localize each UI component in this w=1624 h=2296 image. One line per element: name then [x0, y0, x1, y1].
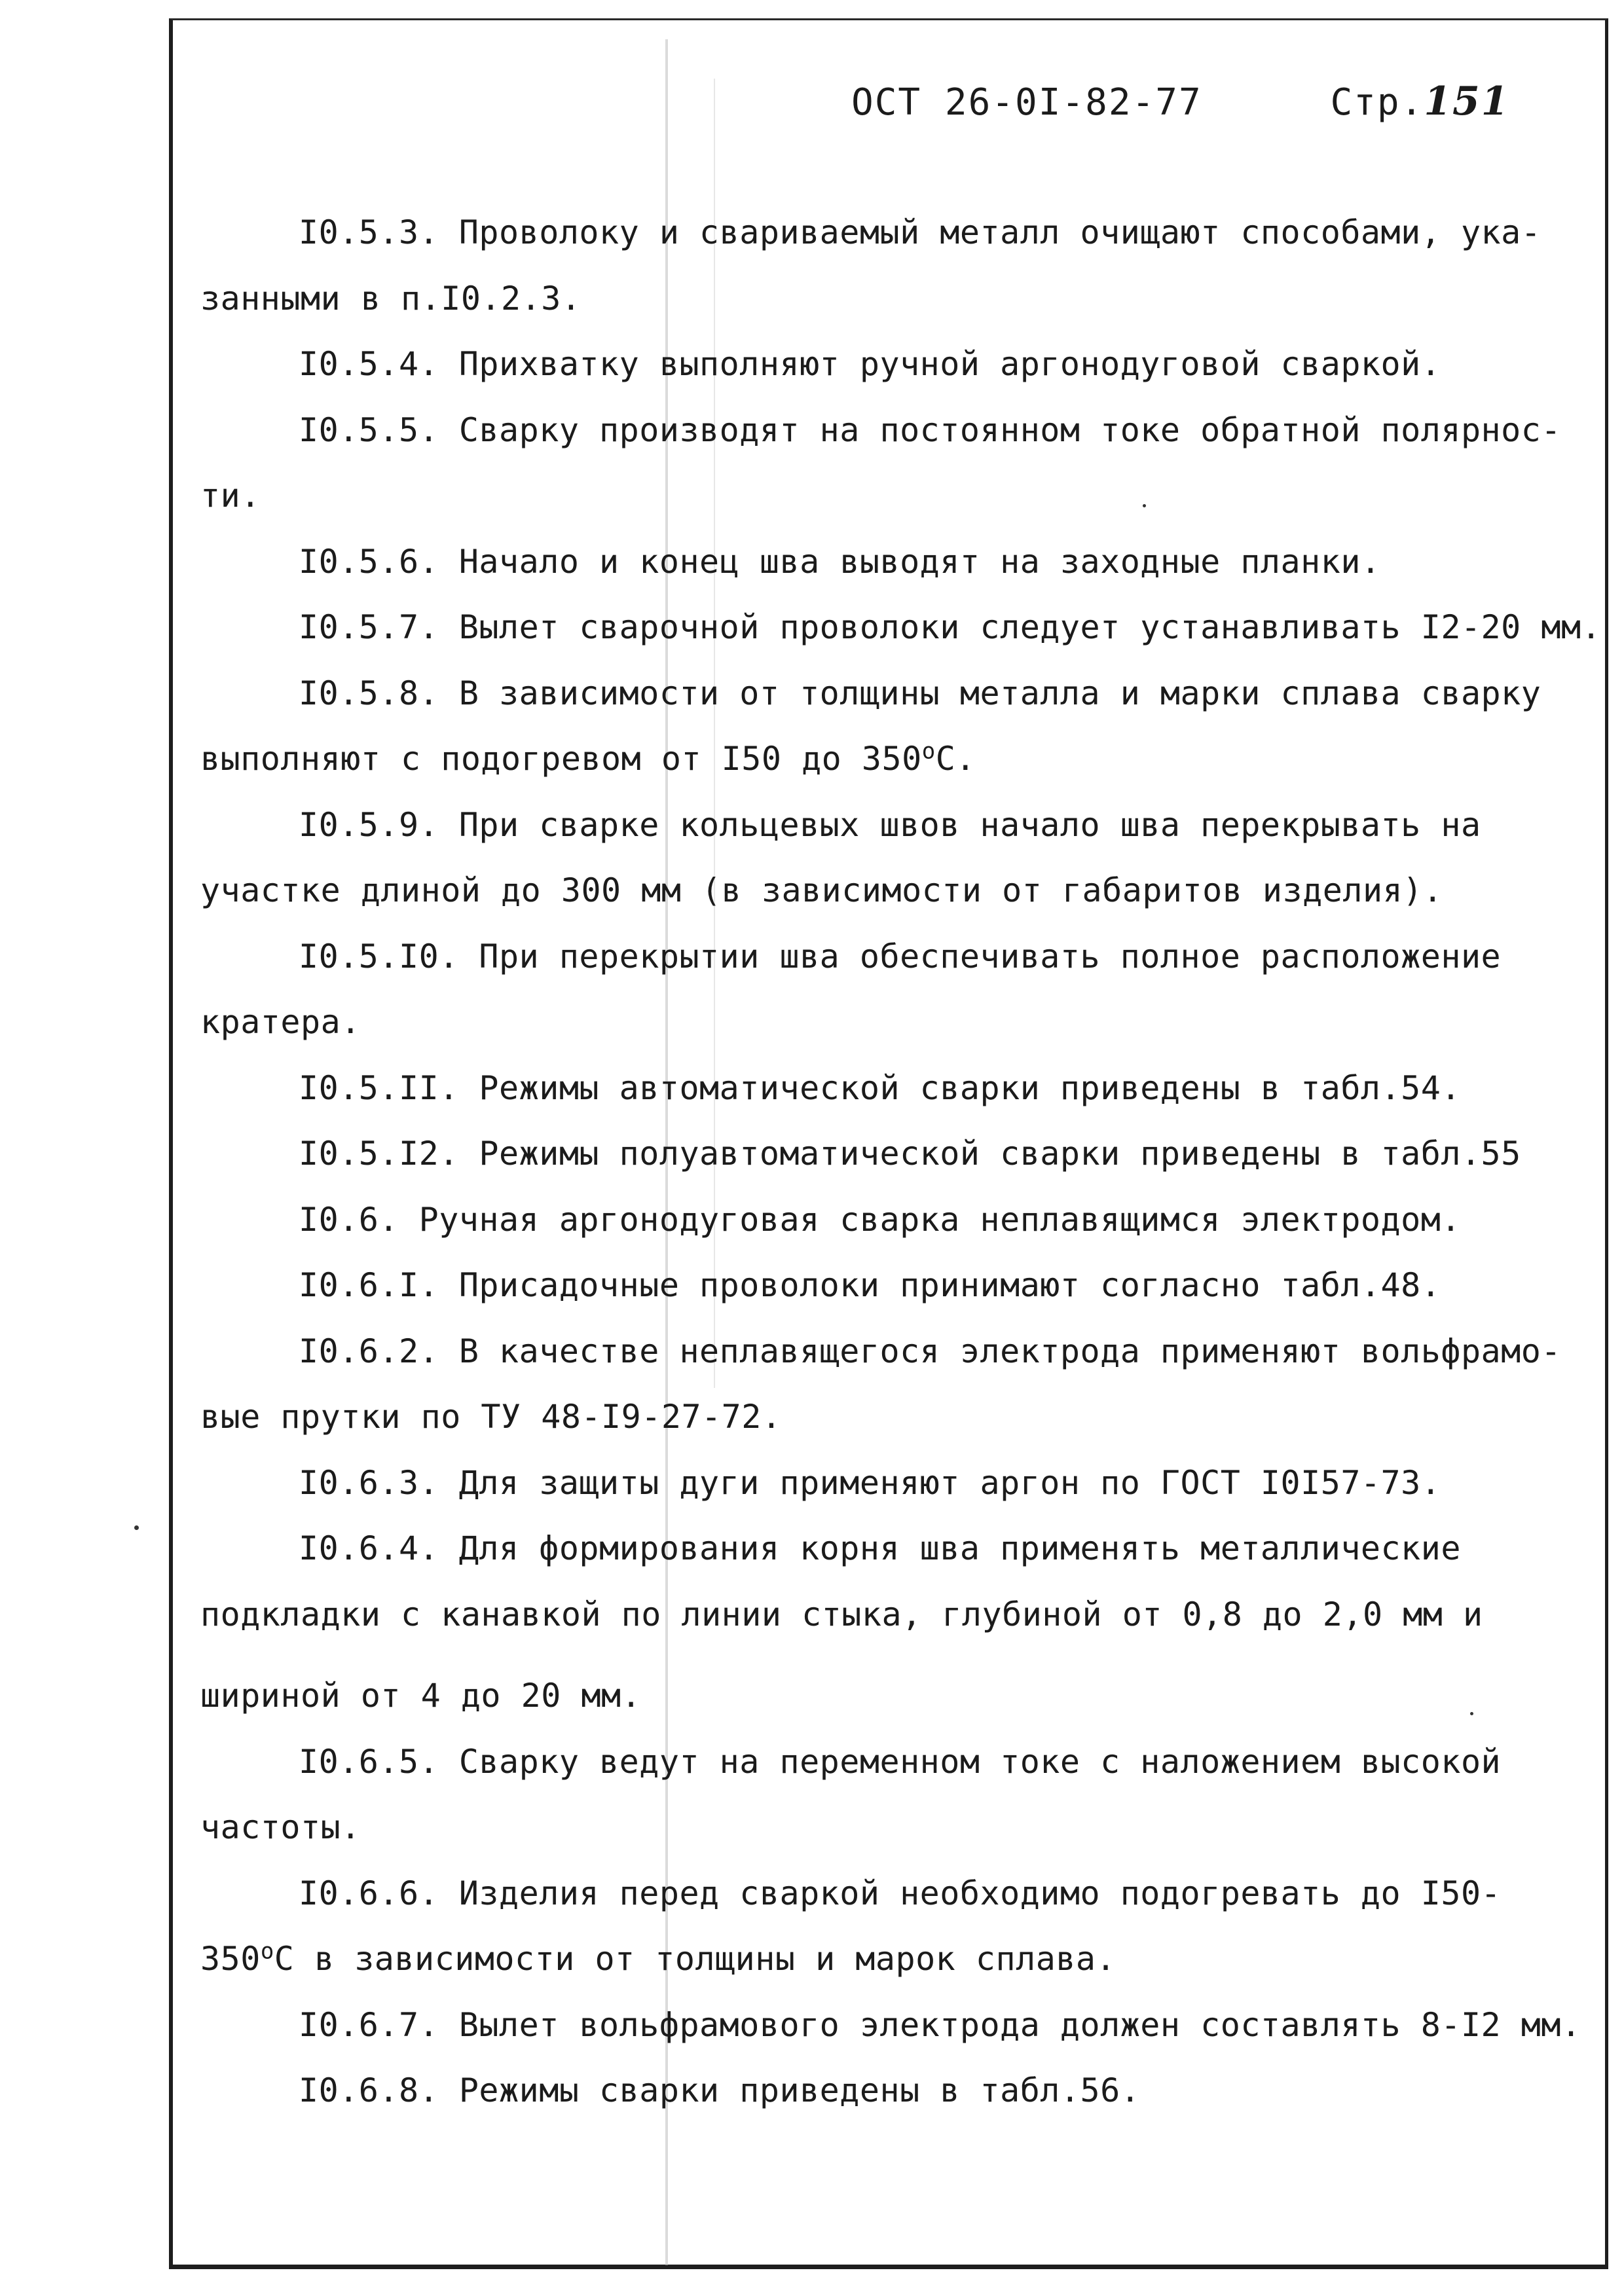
document-code: ОСТ 26-0I-82-77: [851, 81, 1202, 124]
paragraph-continuation-line: подкладки с канавкой по линии стыка, глубиной от 0,8 до 2,0 мм и: [200, 1595, 1483, 1633]
paragraph-first-line: I0.5.8. В зависимости от толщины металла и марки сплава сварку: [299, 674, 1541, 712]
paragraph-first-line: I0.5.5. Сварку производят на постоянном токе обратной полярнос-: [299, 410, 1561, 449]
paragraph-continuation-line: вые прутки по ТУ 48-I9-27-72.: [200, 1398, 782, 1436]
paragraph-first-line: I0.6. Ручная аргонодуговая сварка неплавящимся электродом.: [299, 1200, 1461, 1239]
paragraph-continuation-line: частоты.: [200, 1808, 361, 1846]
paragraph-continuation-line: кратера.: [200, 1003, 361, 1041]
scan-speck: [1143, 504, 1146, 507]
paragraph-continuation-line: участке длиной до 300 мм (в зависимости от габаритов изделия).: [200, 871, 1443, 909]
paragraph-first-line: I0.6.I. Присадочные проволоки принимают согласно табл.48.: [299, 1266, 1441, 1304]
paragraph-first-line: I0.5.II. Режимы автоматической сварки приведены в табл.54.: [299, 1068, 1461, 1107]
paragraph-first-line: I0.5.I0. При перекрытии шва обеспечивать полное расположение: [299, 937, 1502, 975]
paragraph-first-line: I0.5.9. При сварке кольцевых швов начало шва перекрывать на: [299, 805, 1481, 844]
paragraph-continuation-line: занными в п.I0.2.3.: [200, 279, 581, 318]
paragraph-continuation-line: шириной от 4 до 20 мм.: [200, 1677, 642, 1715]
paragraph-first-line: I0.5.I2. Режимы полуавтоматической сварки приведены в табл.55: [299, 1135, 1521, 1173]
scan-speck: [1470, 1712, 1473, 1715]
paragraph-first-line: I0.5.4. Прихватку выполняют ручной аргонодуговой сваркой.: [299, 345, 1441, 383]
paragraph-first-line: I0.6.7. Вылет вольфрамового электрода должен составлять 8-I2 мм.: [299, 2005, 1581, 2044]
degree-sign: о: [260, 1938, 274, 1965]
paragraph-first-line: I0.6.6. Изделия перед сваркой необходимо подогревать до I50-: [299, 1874, 1502, 1912]
paragraph-continuation-line: ти.: [200, 477, 261, 515]
page-number: 151: [1424, 79, 1510, 124]
paragraph-continuation-line: выполняют с подогревом от I50 до $350^оС$.: [200, 738, 976, 778]
page-header: [851, 79, 1510, 124]
paragraph-first-line: I0.6.4. Для формирования корня шва применять металлические: [299, 1529, 1461, 1567]
degree-sign: о: [921, 738, 936, 765]
paragraph-continuation-line: $350^оС$ в зависимости от толщины и марок сплава.: [200, 1938, 1116, 1978]
paragraph-first-line: I0.5.7. Вылет сварочной проволоки следует устанавливать I2-20 мм.: [299, 608, 1602, 646]
paragraph-first-line: I0.5.6. Начало и конец шва выводят на заходные планки.: [299, 542, 1381, 581]
paragraph-first-line: I0.5.3. Проволоку и свариваемый металл очищают способами, ука-: [299, 213, 1541, 251]
paragraph-first-line: I0.6.2. В качестве неплавящегося электрода применяют вольфрамо-: [299, 1332, 1561, 1370]
paragraph-first-line: I0.6.8. Режимы сварки приведены в табл.56.: [299, 2071, 1141, 2109]
paragraph-first-line: I0.6.5. Сварку ведут на переменном токе с наложением высокой: [299, 1742, 1502, 1781]
page-label: Стр.: [1330, 81, 1424, 124]
paragraph-first-line: I0.6.3. Для защиты дуги применяют аргон по ГОСТ I0I57-73.: [299, 1463, 1441, 1502]
scan-speck: [134, 1525, 139, 1530]
document-body: [200, 200, 1602, 2124]
